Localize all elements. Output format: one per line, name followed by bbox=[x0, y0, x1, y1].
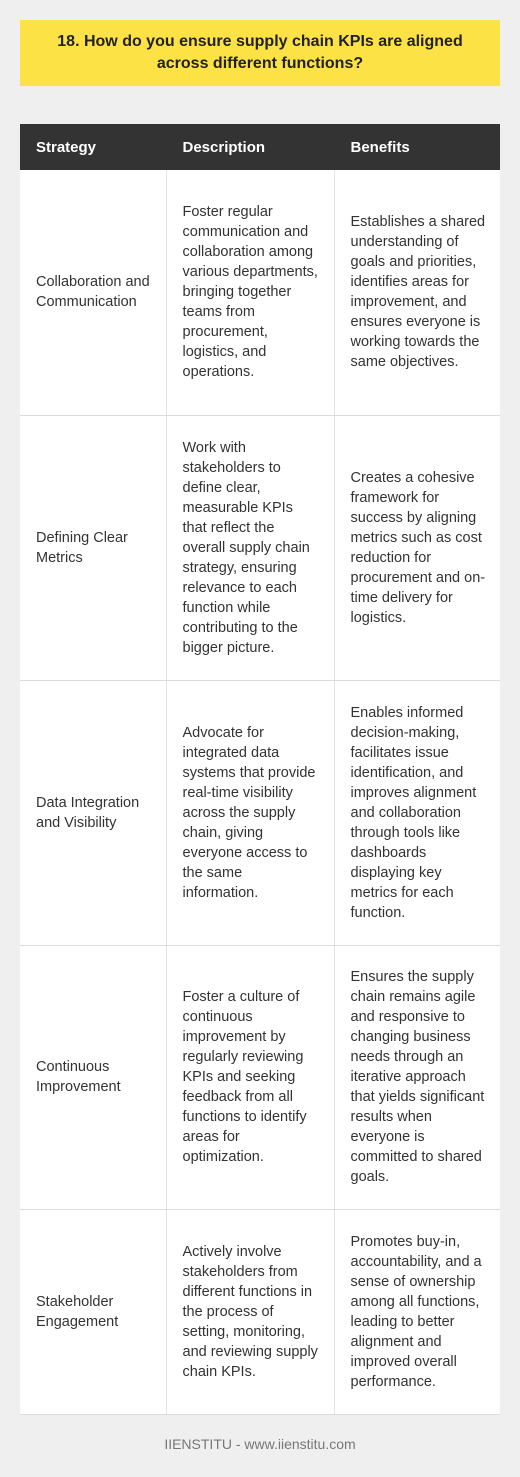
column-header-description: Description bbox=[166, 124, 334, 170]
description-cell: Foster a culture of continuous improvement by regularly reviewing KPIs and seeking feedback from all functions to identify areas for optimization. bbox=[166, 945, 334, 1209]
description-cell: Work with stakeholders to define clear, measurable KPIs that reflect the overall supply chain strategy, ensuring relevance to each function while contributing to the bigger picture. bbox=[166, 415, 334, 680]
table-header-row bbox=[20, 124, 500, 170]
description-cell: Advocate for integrated data systems that provide real-time visibility across the supply chain, giving everyone access to the same information. bbox=[166, 680, 334, 945]
table-row bbox=[20, 1209, 500, 1414]
title-banner bbox=[20, 20, 500, 86]
strategy-cell: Collaboration and Communication bbox=[20, 170, 166, 415]
column-header-strategy: Strategy bbox=[20, 124, 166, 170]
benefits-cell: Establishes a shared understanding of goals and priorities, identifies areas for improvement, and ensures everyone is working towards the same objectives. bbox=[334, 170, 500, 415]
table-row bbox=[20, 170, 500, 415]
footer-credit: IIENSTITU - www.iienstitu.com bbox=[164, 1436, 356, 1452]
description-cell: Foster regular communication and collaboration among various departments, bringing together teams from procurement, logistics, and operations. bbox=[166, 170, 334, 415]
table-row bbox=[20, 680, 500, 945]
table-row bbox=[20, 415, 500, 680]
description-cell: Actively involve stakeholders from different functions in the process of setting, monitoring, and reviewing supply chain KPIs. bbox=[166, 1209, 334, 1414]
benefits-cell: Ensures the supply chain remains agile and responsive to changing business needs through an iterative approach that yields significant results when everyone is committed to shared goals. bbox=[334, 945, 500, 1209]
strategy-cell: Data Integration and Visibility bbox=[20, 680, 166, 945]
page-title: 18. How do you ensure supply chain KPIs are aligned across different functions? bbox=[57, 32, 463, 72]
benefits-cell: Enables informed decision-making, facilitates issue identification, and improves alignment and collaboration through tools like dashboards displaying key metrics for each function. bbox=[334, 680, 500, 945]
strategy-cell: Continuous Improvement bbox=[20, 945, 166, 1209]
strategy-cell: Defining Clear Metrics bbox=[20, 415, 166, 680]
kpi-alignment-table bbox=[20, 124, 500, 1415]
benefits-cell: Creates a cohesive framework for success by aligning metrics such as cost reduction for procurement and on-time delivery for logistics. bbox=[334, 415, 500, 680]
benefits-cell: Promotes buy-in, accountability, and a sense of ownership among all functions, leading to better alignment and improved overall performance. bbox=[334, 1209, 500, 1414]
table-row bbox=[20, 945, 500, 1209]
column-header-benefits: Benefits bbox=[334, 124, 500, 170]
strategy-cell: Stakeholder Engagement bbox=[20, 1209, 166, 1414]
